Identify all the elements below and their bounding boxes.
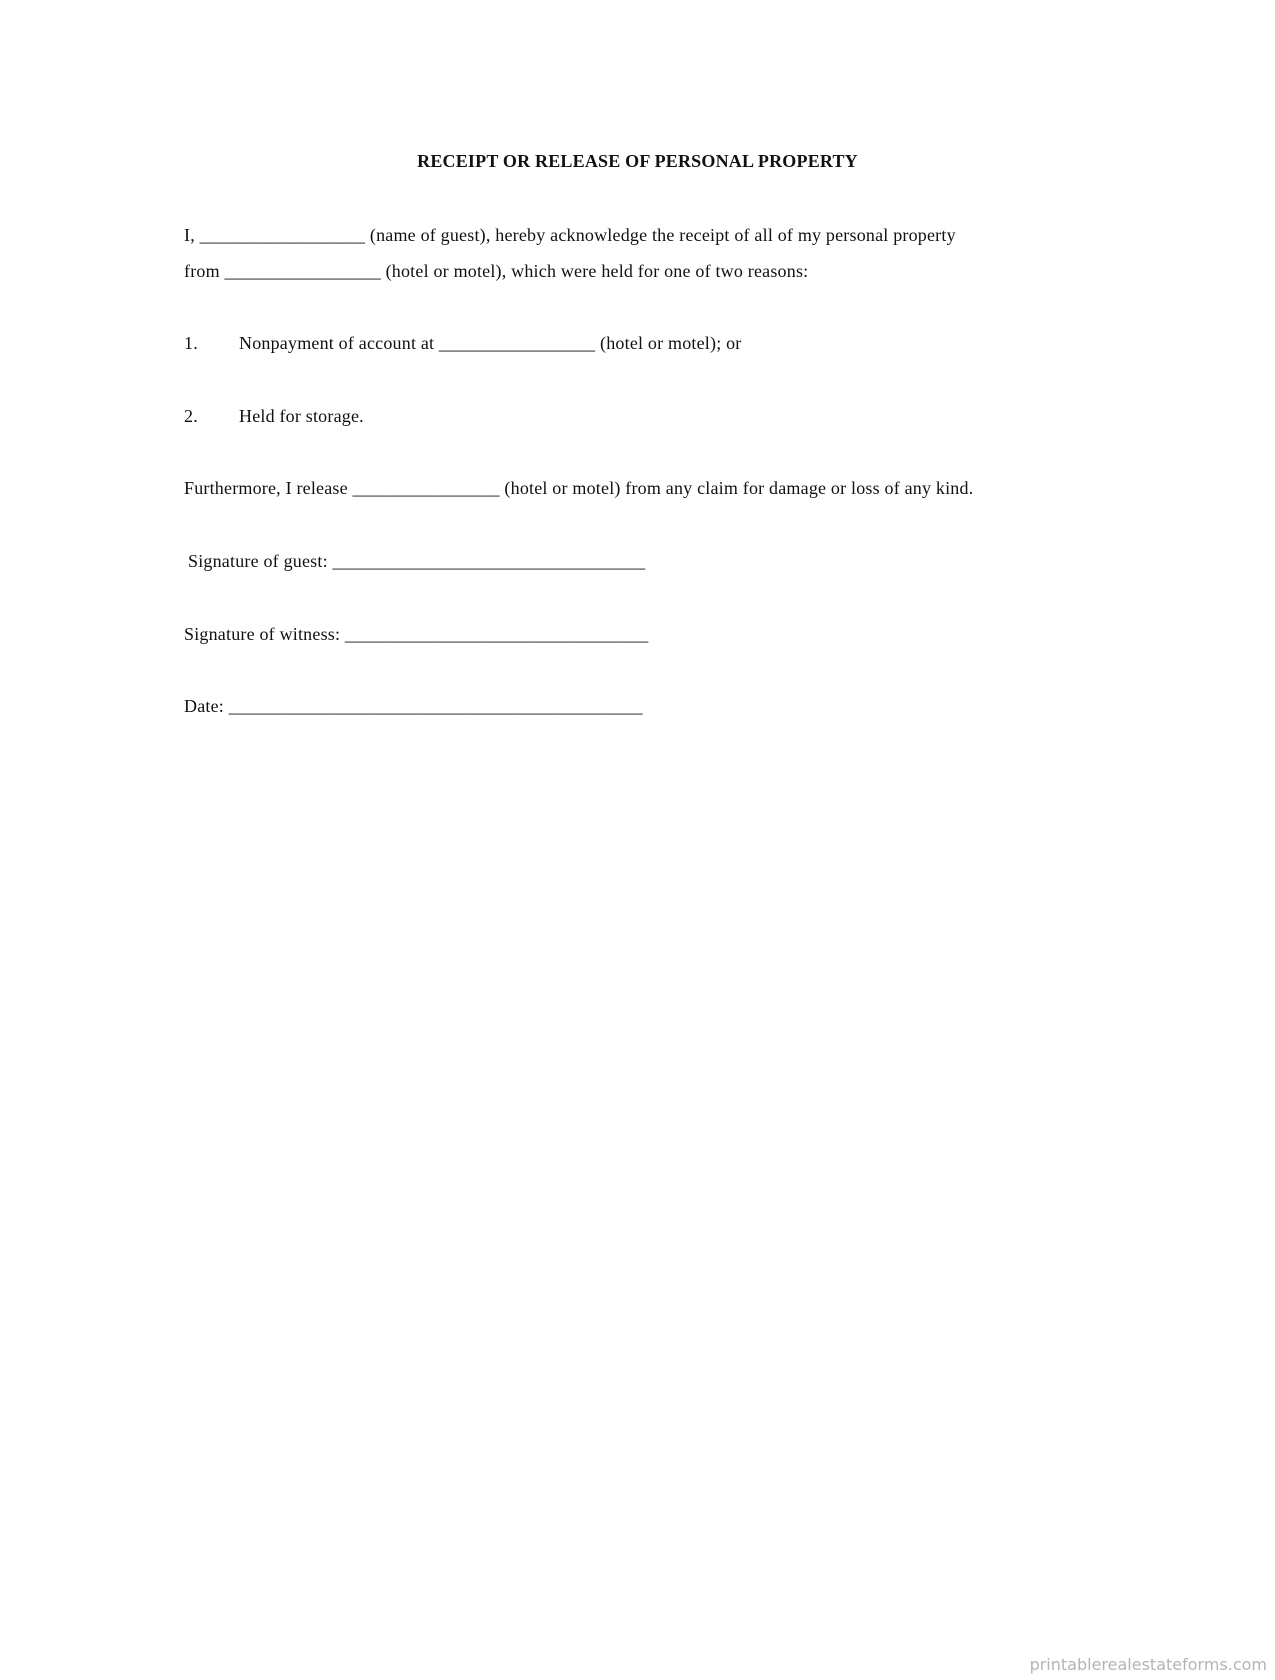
paragraph-line-2: from _________________ (hotel or motel), which were held for one of two reasons: bbox=[184, 261, 809, 281]
reason-text-1: Nonpayment of account at _________________ (hotel or motel); or bbox=[239, 333, 742, 353]
reason-text-2: Held for storage. bbox=[239, 406, 364, 426]
reason-number-1: 1. bbox=[184, 333, 198, 353]
signature-guest-field: Signature of guest: __________________________________ bbox=[188, 551, 646, 571]
watermark-text: printablerealestateforms.com bbox=[1029, 1655, 1267, 1674]
paragraph-line-1: I, __________________ (name of guest), hereby acknowledge the receipt of all of my personal property bbox=[184, 225, 956, 245]
reason-item-1 bbox=[184, 332, 742, 354]
document-title: RECEIPT OR RELEASE OF PERSONAL PROPERTY bbox=[417, 151, 858, 171]
reason-number-2: 2. bbox=[184, 406, 198, 426]
release-statement: Furthermore, I release ________________ (hotel or motel) from any claim for damage or loss of any kind. bbox=[184, 478, 974, 498]
signature-witness-field: Signature of witness: _________________________________ bbox=[184, 624, 649, 644]
date-field: Date: _____________________________________________ bbox=[184, 696, 643, 716]
reason-item-2 bbox=[184, 405, 364, 427]
